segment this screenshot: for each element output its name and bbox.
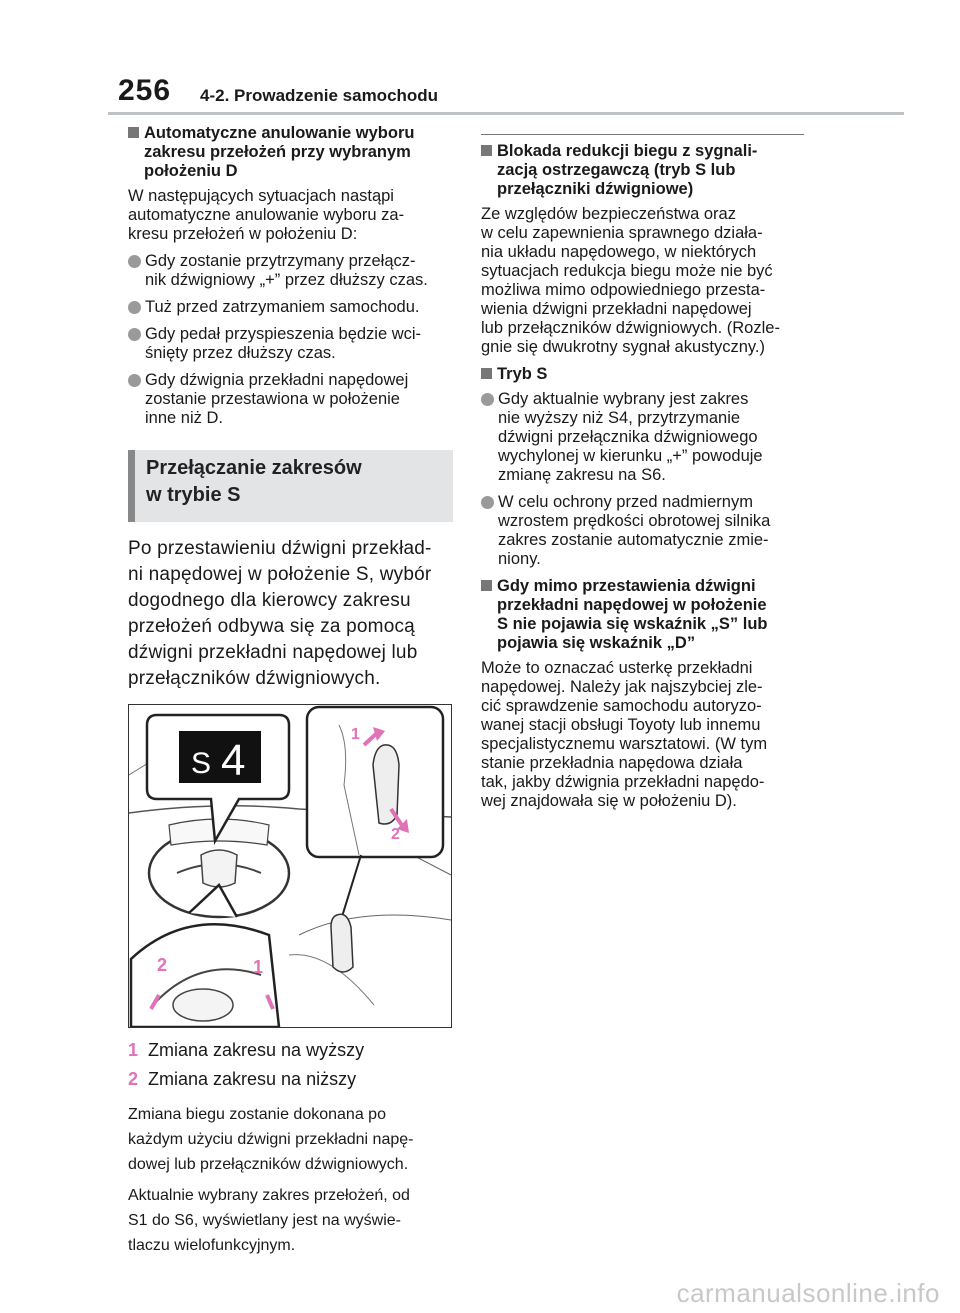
chapter-title: 4-2. Prowadzenie samochodu [200, 86, 439, 105]
bullet-item: W celu ochrony przed nadmiernym wzrostem prędkości obrotowej silnika zakres zostanie automatycznie zmie- niony. [481, 493, 804, 569]
section-title-box: Przełączanie zakresów w trybie S [128, 450, 453, 522]
illustration-svg [129, 705, 451, 1027]
steering-shift-illustration [128, 704, 452, 1028]
gear-range-digit: 4 [221, 736, 246, 785]
note-paragraph-1: Zmiana biegu zostanie dokonana po każdym użyciu dźwigni przekładni napę- dowej lub przełączników dźwigniowych. [128, 1106, 414, 1173]
callout-2-downshift: 2 [391, 826, 400, 843]
page-header [0, 0, 960, 120]
paragraph-indicator-issue: Może to oznaczać usterkę przekładni napędowej. Należy jak najszybciej zle- cić sprawdzenie samochodu autoryzo- wanej stacji obsługi Toyoty lub innemu specjalistycznemu warsztatowi. (W tym stanie przekładnia napędowa działa tak, jakby dźwignia przekładni napędo- wej znajdowała się w położeniu D). [481, 659, 768, 810]
paragraph-auto-cancel: W następujących sytuacjach nastąpi automatyczne anulowanie wyboru za- kresu przełożeń w położeniu D: [128, 187, 405, 243]
heading-auto-cancel: Automatyczne anulowanie wyboru zakresu przełożeń przy wybranym położeniu D [128, 124, 453, 181]
round-bullet-icon [128, 328, 141, 341]
wheel-callout-1: 1 [253, 957, 264, 977]
legend-item-1: 1 Zmiana zakresu na wyższy [128, 1040, 365, 1060]
wheel-callout-2: 2 [157, 955, 168, 975]
square-bullet-icon [128, 127, 139, 138]
heading-downshift-lock: Blokada redukcji biegu z sygnali- zacją ostrzegawczą (tryb S lub przełączniki dźwigniowe) [481, 142, 804, 199]
header-divider [108, 112, 904, 115]
square-bullet-icon [481, 368, 492, 379]
paragraph-downshift-lock: Ze względów bezpieczeństwa oraz w celu zapewnienia sprawnego działa- nia układu napędowego, w niektórych sytuacjach redukcja biegu może nie być możliwa mimo odpowiedniego przesta- wienia dźwigni przekładni napędowej lub przełączników dźwigniowych. (Rozle- gnie się dwukrotny sygnał akustyczny.) [481, 205, 780, 356]
round-bullet-icon [128, 255, 141, 268]
round-bullet-icon [128, 374, 141, 387]
lead-paragraph: Po przestawieniu dźwigni przekład- ni napędowej w położenie S, wybór dogodnego dla kierowcy zakresu przełożeń odbywa się za pomocą dźwigni przekładni napędowej lub przełączników dźwigniowych. [128, 538, 432, 689]
right-column-rule [481, 134, 804, 135]
bullet-item: Gdy dźwignia przekładni napędowej zostanie przestawiona w położenie inne niż D. [128, 371, 453, 428]
heading-indicator-issue: Gdy mimo przestawienia dźwigni przekładni napędowej w położenie S nie pojawia się wskaźnik „S” lub pojawia się wskaźnik „D” [481, 577, 804, 653]
watermark: carmanualsonline.info [676, 1278, 940, 1308]
square-bullet-icon [481, 580, 492, 591]
round-bullet-icon [481, 393, 494, 406]
right-column [481, 142, 804, 819]
left-column [128, 124, 453, 1264]
bullet-item: Gdy aktualnie wybrany jest zakres nie wyższy niż S4, przytrzymanie dźwigni przełącznika dźwigniowego wychylonej w kierunku „+” powoduje zmianę zakresu na S6. [481, 390, 804, 485]
gear-mode-letter: S [191, 747, 212, 780]
page-number: 256 [118, 74, 172, 107]
heading-s-mode: Tryb S [481, 365, 804, 384]
round-bullet-icon [128, 301, 141, 314]
bullet-item: Tuż przed zatrzymaniem samochodu. [128, 298, 453, 317]
bullet-item: Gdy zostanie przytrzymany przełącz- nik dźwigniowy „+” przez dłuższy czas. [128, 252, 453, 290]
square-bullet-icon [481, 145, 492, 156]
round-bullet-icon [481, 496, 494, 509]
callout-1-upshift: 1 [351, 726, 360, 743]
bullet-item: Gdy pedał przyspieszenia będzie wci- śnięty przez dłuższy czas. [128, 325, 453, 363]
legend-item-2: 2 Zmiana zakresu na niższy [128, 1069, 357, 1089]
note-paragraph-2: Aktualnie wybrany zakres przełożeń, od S1 do S6, wyświetlany jest na wyświe- tlaczu wielofunkcyjnym. [128, 1187, 410, 1254]
